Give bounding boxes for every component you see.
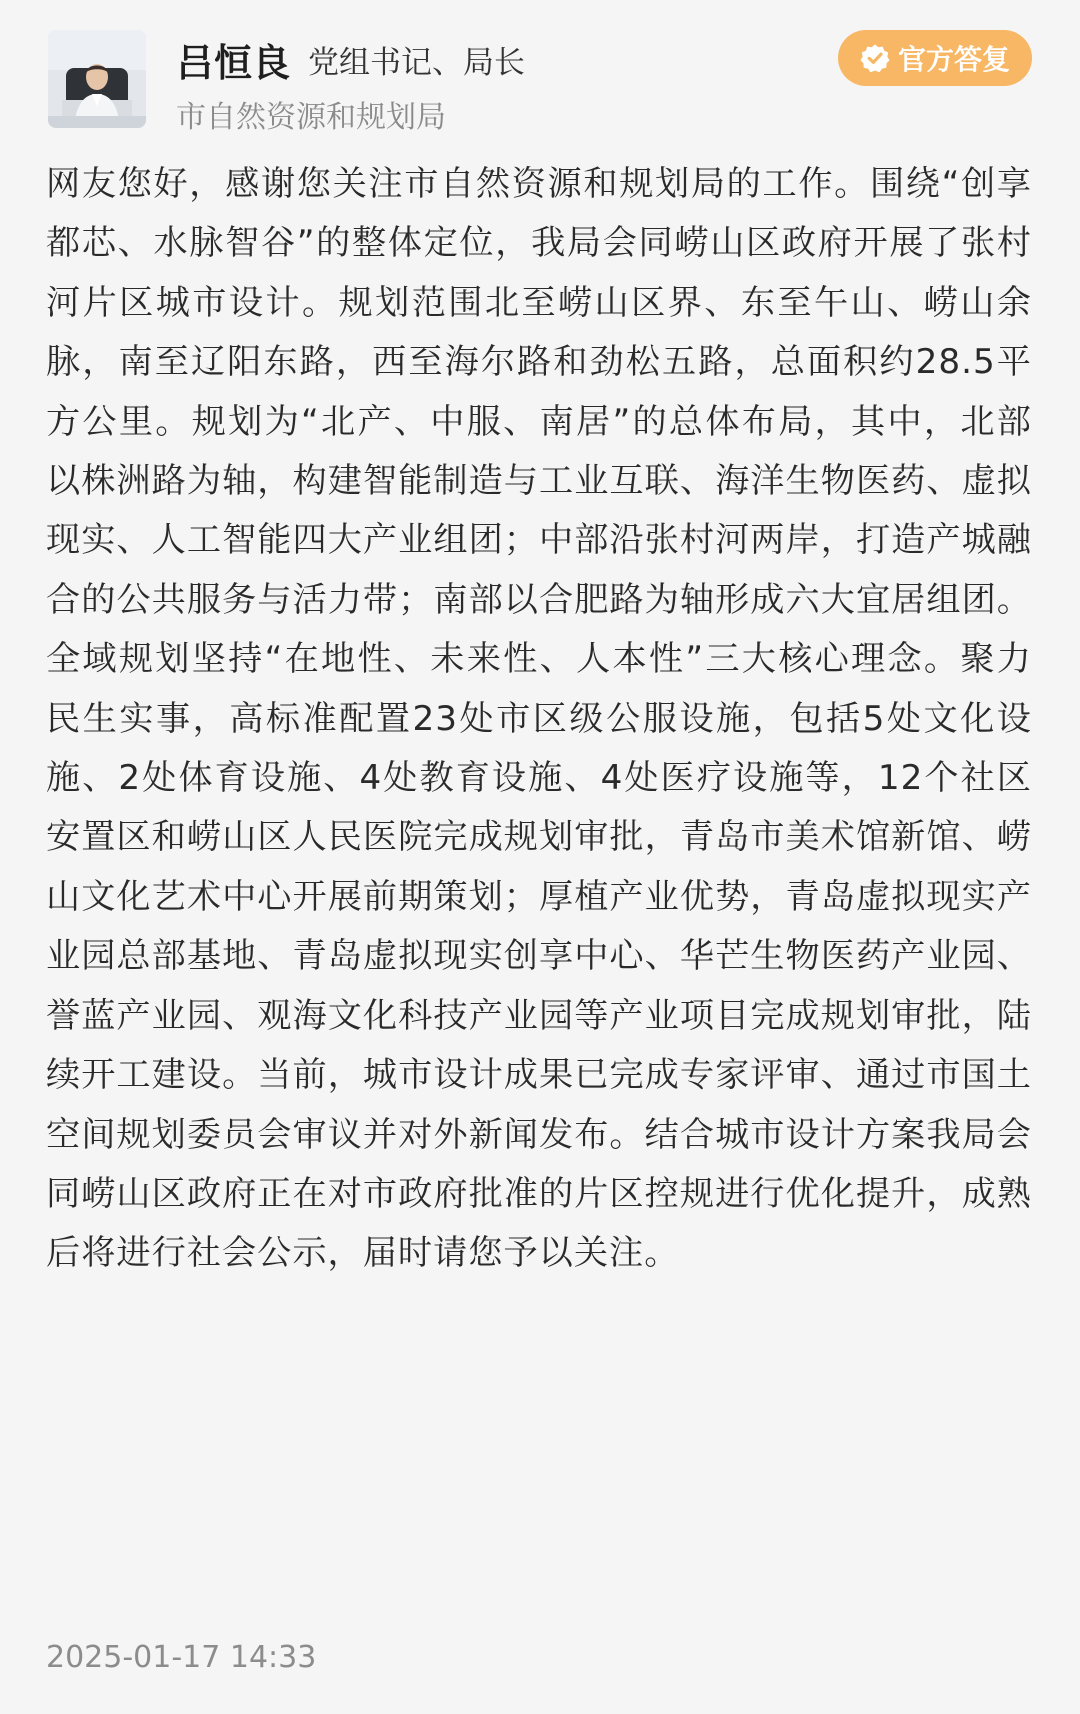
official-portrait-avatar-icon	[48, 30, 146, 128]
author-header	[48, 30, 1032, 135]
author-name[interactable]: 吕恒良	[176, 41, 291, 85]
official-reply-badge	[838, 30, 1032, 86]
avatar[interactable]	[48, 30, 146, 128]
verified-check-icon	[860, 43, 890, 73]
author-title: 党组书记、局长	[308, 45, 526, 81]
reply-timestamp: 2025-01-17 14:33	[46, 1640, 317, 1675]
official-reply-label: 官方答复	[897, 43, 1010, 76]
author-department: 市自然资源和规划局	[176, 100, 446, 135]
reply-content: 网友您好，感谢您关注市自然资源和规划局的工作。围绕“创享都芯、水脉智谷”的整体定位，我局会同崂山区政府开展了张村河片区城市设计。规划范围北至崂山区界、东至午山、崂山余脉，南至辽阳东路，西至海尔路和劲松五路，总面积约28.5平方公里。规划为“北产、中服、南居”的总体布局，其中，北部以株洲路为轴，构建智能制造与工业互联、海洋生物医药、虚拟现实、人工智能四大产业组团；中部沿张村河两岸，打造产城融合的公共服务与活力带；南部以合肥路为轴形成六大宜居组团。全域规划坚持“在地性、未来性、人本性”三大核心理念。聚力民生实事，高标准配置23处市区级公服设施，包括5处文化设施、2处体育设施、4处教育设施、4处医疗设施等，12个社区安置区和崂山区人民医院完成规划审批，青岛市美术馆新馆、崂山文化艺术中心开展前期策划；厚植产业优势，青岛虚拟现实产业园总部基地、青岛虚拟现实创享中心、华芒生物医药产业园、誉蓝产业园、观海文化科技产业园等产业项目完成规划审批，陆续开工建设。当前，城市设计成果已完成专家评审、通过市国土空间规划委员会审议并对外新闻发布。结合城市设计方案我局会同崂山区政府正在对市政府批准的片区控规进行优化提升，成熟后将进行社会公示，届时请您予以关注。	[46, 164, 1032, 1274]
author-name-line	[176, 32, 526, 85]
